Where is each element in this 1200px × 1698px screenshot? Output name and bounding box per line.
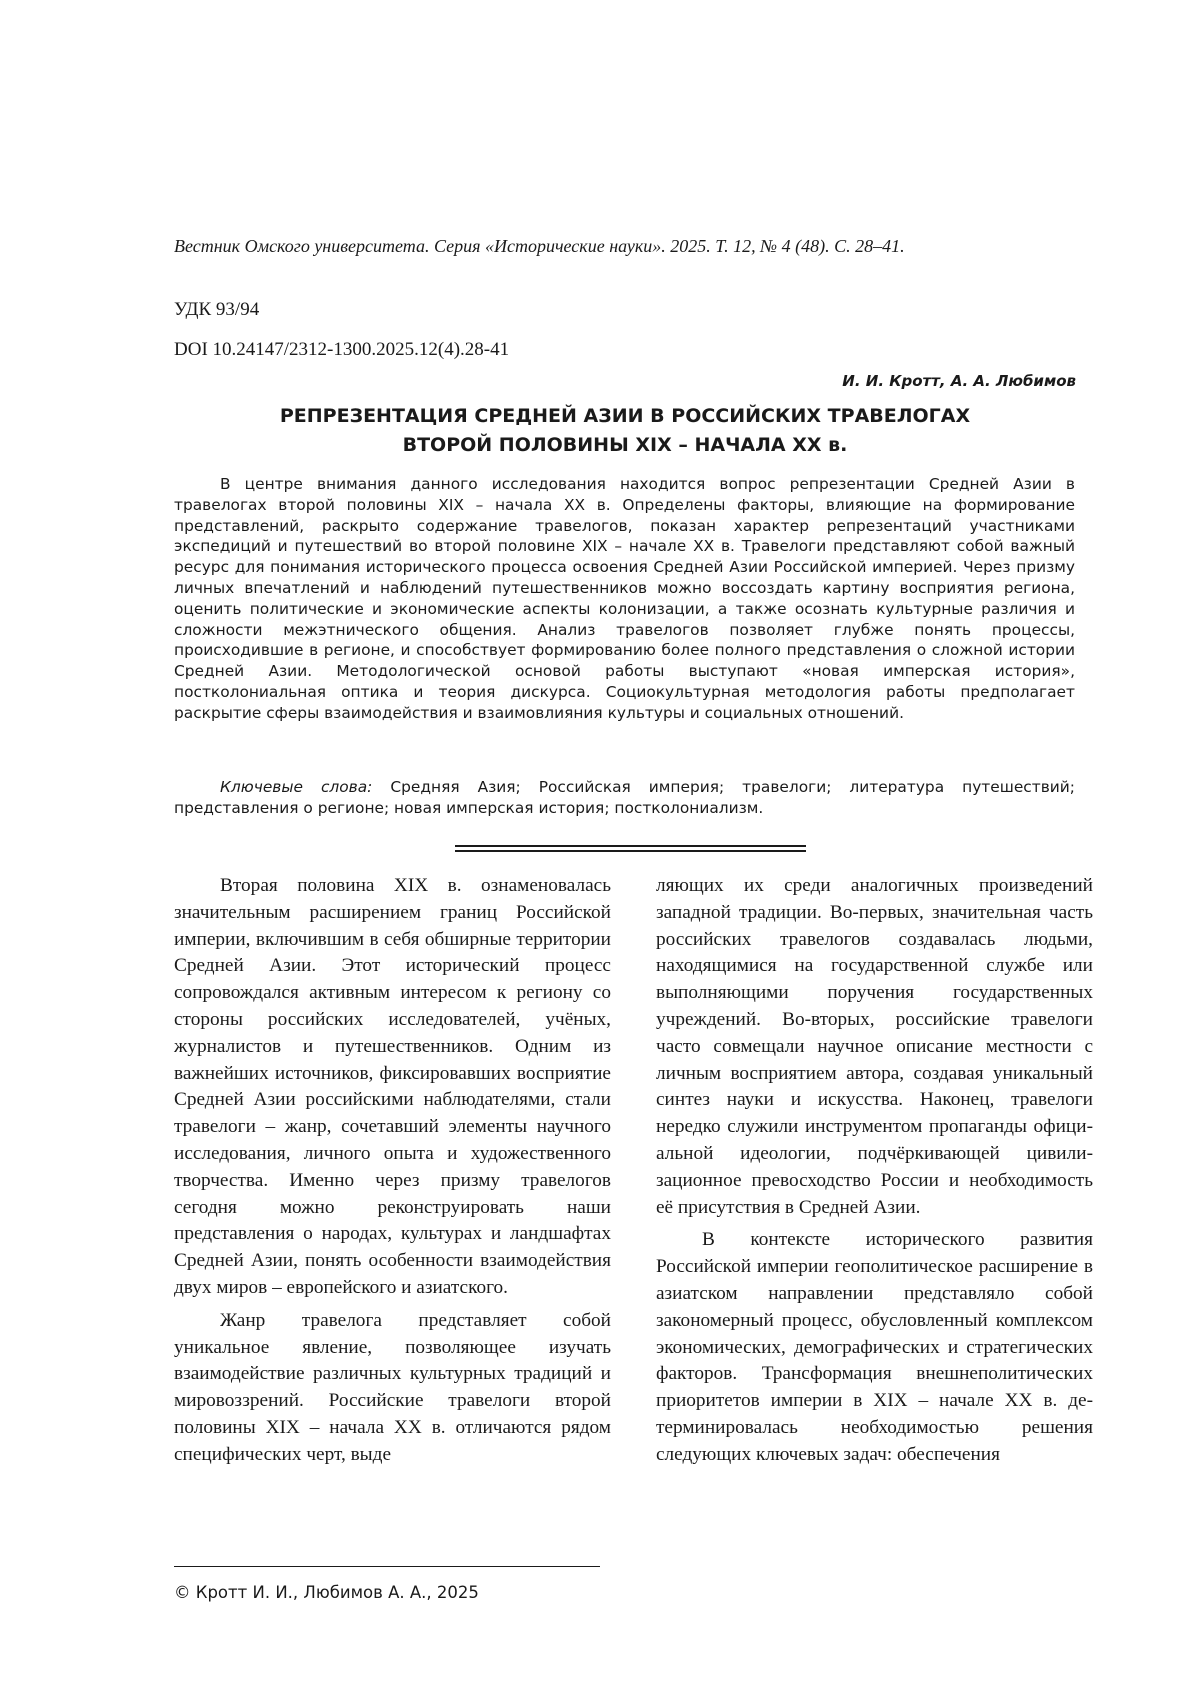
title-line-1: РЕПРЕЗЕНТАЦИЯ СРЕДНЕЙ АЗИИ В РОССИЙСКИХ ТРАВЕЛОГАХ (279, 405, 971, 427)
abstract-text: В центре внимания данного исследования находится вопрос репрезентации Средней Азии в травелогах второй половины XIX – начала XX в. Определены факторы, влияющие на формирование представлений, раскрыто содержание травелогов, показан характер репрезентаций участниками экспедиций и путешествий во второй половине XIX – начале XX в. Травелоги представляют собой важный ресурс для понимания исторического процесса освоения Средней Азии Российской империей. Через призму личных впечатлений и наблюдений путешественников можно воссоздать картину восприятия региона, оценить политические и экономические аспекты колонизации, а также осознать культурные различия и сложности межэтнического общения. Анализ травелогов позволяет глубже понять процессы, происходившие в регионе, и способствует формированию более полного представления о сложной истории Средней Азии. Методологической основой работы выступают «новая имперская история», постколониальная оптика и теория дискурса. Социокультурная методология работы предполагает раскрытие сферы взаимодействия и взаимовлияния культуры и социальных отношений. (174, 475, 1075, 722)
keywords-label: Ключевые слова: (220, 778, 373, 796)
abstract (174, 474, 1075, 724)
journal-citation: Вестник Омского университета. Серия «Исторические науки». 2025. Т. 12, № 4 (48). С. 28–41. (174, 236, 905, 256)
paragraph: В контексте исторического развития Российской империи геополитическое расширение в азиатском направлении представляло собой закономерный процесс, обусловленный комплексом экономических, демографических и стратегических факторов. Трансформация внешнеполитических приоритетов империи в XIX – начале XX в. детерминировалась необходимостью решения следующих ключевых задач: обеспечения (656, 1229, 1093, 1465)
footnote-rule (174, 1566, 600, 1567)
body-column-left (174, 873, 611, 1469)
paragraph: Жанр травелога представляет собой уникальное явление, позволяющее изучать взаимодействие различных культурных традиций и мировоззрений. Российские травелоги второй половины XIX – начала XX в. отличаются рядом специфических черт, выде (174, 1309, 611, 1465)
keywords (174, 777, 1075, 819)
udk-code: УДК 93/94 (174, 299, 260, 320)
body-column-right (656, 873, 1093, 1469)
authors: И. И. Кротт, А. А. Любимов (842, 372, 1076, 390)
article-title (174, 402, 1076, 460)
copyright-footnote: © Кротт И. И., Любимов А. А., 2025 (174, 1583, 479, 1602)
doi: DOI 10.24147/2312-1300.2025.12(4).28-41 (174, 339, 510, 360)
paragraph: ляющих их среди аналогичных произведений западной традиции. Во-первых, значительная часть российских травелогов создавалась людьми, находящимися на государственной службе или выполняющими поручения государственных учреждений. Во-вторых, российские травелоги часто совмещали научное описание местности с личным восприятием автора, создавая уникальный синтез науки и искусства. Наконец, травелоги нередко служили инструментом пропаганды официальной идеологии, подчёркивающей цивилизационное превосходство России и необходимость её присутствия в Средней Азии. (656, 875, 1093, 1218)
keywords-text: Средняя Азия; Российская империя; травелоги; литература путешествий; представления о регионе; новая имперская история; постколониализм. (174, 778, 1075, 817)
section-divider (455, 845, 806, 855)
paragraph: Вторая половина XIX в. ознаменовалась значительным расширением границ Российской империи, включившим в себя обширные территории Средней Азии. Этот исторический процесс сопровождался активным интересом к региону со стороны российских исследователей, учёных, журналистов и путешественников. Одним из важнейших источников, фиксировавших восприятие Средней Азии российскими наблюдателями, стали травелоги – жанр, сочетавший элементы научного исследования, личного опыта и художественного творчества. Именно через призму травелогов сегодня можно реконструировать наши представления о народах, культурах и ландшафтах Средней Азии, понять особенности взаимодействия двух миров – европейского и азиатского. (174, 875, 611, 1298)
title-line-2: ВТОРОЙ ПОЛОВИНЫ XIX – НАЧАЛА XX в. (402, 434, 848, 456)
